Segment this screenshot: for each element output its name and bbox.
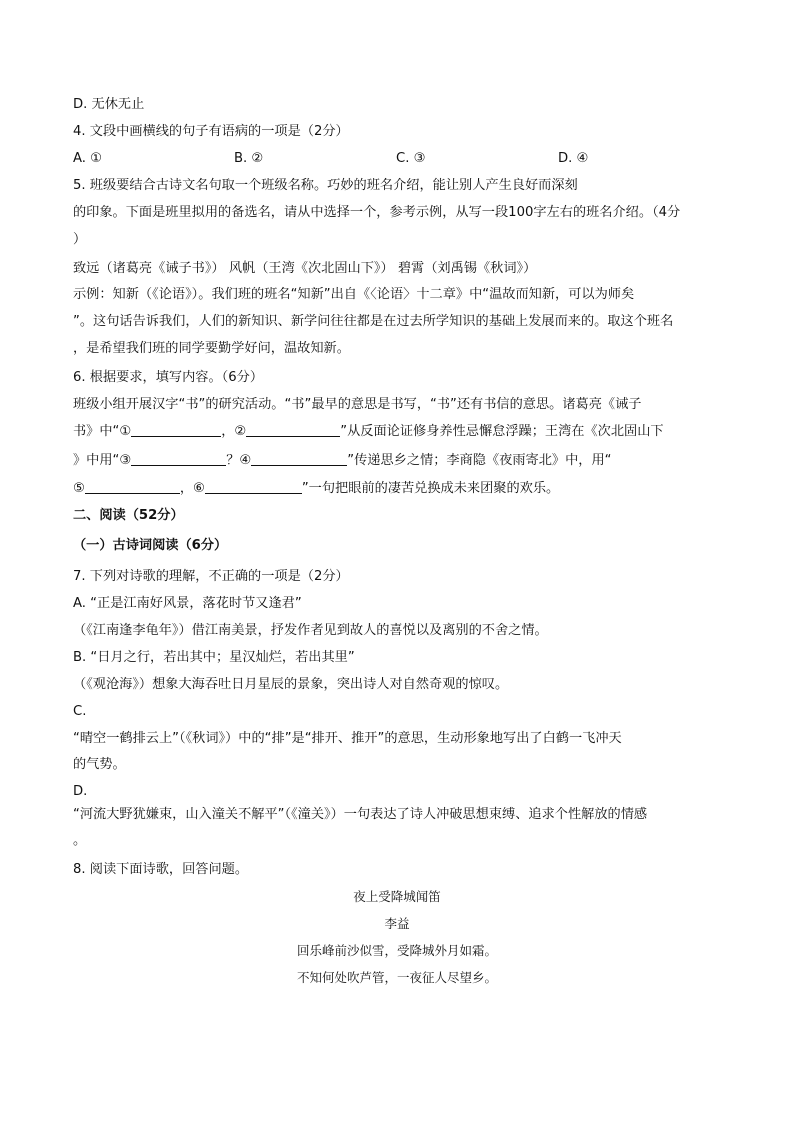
q8-stem: 8. 阅读下面诗歌，回答问题。 — [73, 862, 249, 877]
q4-option-a: A. ① — [73, 151, 102, 166]
q6-line3-a: 》中用“③ — [73, 453, 132, 468]
blank-1[interactable] — [131, 422, 221, 437]
q5-line3: ） — [73, 232, 87, 247]
q6-line4-a: ⑤ — [73, 481, 85, 496]
section-reading-heading: 二、阅读（52分） — [73, 508, 184, 523]
q6-line2-c: ”从反面论证修身养性忌懈怠浮躁；王湾在《次北固山下 — [340, 424, 664, 439]
q7-option-d-line2: 。 — [73, 833, 87, 848]
q7-option-c-label: C. — [73, 704, 87, 719]
poem-line-1: 回乐峰前沙似雪，受降城外月如霜。 — [296, 943, 497, 958]
q7-option-b-line1: B. “日月之行，若出其中；星汉灿烂，若出其里” — [73, 650, 355, 665]
q7-option-a-line1: A. “正是江南好风景，落花时节又逢君” — [73, 596, 302, 611]
section-poetry-heading: （一）古诗词阅读（6分） — [73, 538, 228, 553]
q3-option-d: D. 无休无止 — [73, 97, 145, 112]
q6-line2-b: ，② — [221, 424, 247, 439]
q6-line3-c: ”传递思乡之情；李商隐《夜雨寄北》中，用“ — [347, 453, 612, 468]
blank-5[interactable] — [85, 479, 180, 494]
q7-option-b-line2: （《观沧海》）想象大海吞吐日月星辰的景象，突出诗人对自然奇观的惊叹。 — [73, 677, 509, 692]
poem-line-2: 不知何处吹芦管，一夜征人尽望乡。 — [296, 970, 497, 985]
q4-option-d: D. ④ — [558, 151, 589, 166]
blank-6[interactable] — [205, 479, 302, 494]
q5-example-line1: 示例：知新（《论语》）。我们班的班名“知新”出自《〈论语〉十二章》中“温故而知新，可以为师矣 — [73, 287, 635, 302]
q5-line2: 的印象。下面是班里拟用的备选名，请从中选择一个，参考示例，从写一段100字左右的班名介绍。（4分 — [73, 205, 681, 220]
q4-option-b: B. ② — [234, 151, 264, 166]
blank-4[interactable] — [251, 451, 347, 466]
q7-option-a-line2: （《江南逢李龟年》）借江南美景，抒发作者见到故人的喜悦以及离别的不舍之情。 — [73, 623, 548, 638]
q5-line1: 5. 班级要结合古诗文名句取一个班级名称。巧妙的班名介绍，能让别人产生良好而深刻 — [73, 178, 578, 193]
q5-example-line2: ”。这句话告诉我们，人们的新知识、新学问往往都是在过去所学知识的基础上发展而来的。取这个班名 — [73, 314, 674, 329]
q6-line3 — [73, 451, 611, 470]
q4-stem: 4. 文段中画横线的句子有语病的一项是（2分） — [73, 124, 349, 139]
q5-candidates: 致远（诸葛亮《诫子书》） 风帆（王湾《次北固山下》） 碧霄（刘禹锡《秋词》） — [73, 261, 537, 276]
q6-line4 — [73, 479, 559, 498]
poem-author: 李益 — [384, 916, 410, 931]
q6-line4-b: ，⑥ — [179, 481, 205, 496]
q6-line2-a: 书》中“① — [73, 424, 132, 439]
q7-option-d-label: D. — [73, 784, 88, 799]
blank-3[interactable] — [131, 451, 226, 466]
q6-line1: 班级小组开展汉字“书”的研究活动。“书”最早的意思是书写，“书”还有书信的意思。诸葛亮《诫子 — [73, 397, 642, 412]
q7-option-c-line2: 的气势。 — [73, 757, 126, 772]
q7-option-d-line1: “河流大野犹嫌束，山入潼关不解平”（《潼关》）一句表达了诗人冲破思想束缚、追求个性解放的情感 — [73, 807, 648, 822]
q7-stem: 7. 下列对诗歌的理解，不正确的一项是（2分） — [73, 569, 349, 584]
q7-option-c-line1: “晴空一鹤排云上”（《秋词》）中的“排”是“排开、推开”的意思，生动形象地写出了白鹤一飞冲天 — [73, 731, 622, 746]
q6-line2 — [73, 422, 664, 441]
q6-line3-b: ？④ — [226, 453, 252, 468]
q6-line4-c: ”一句把眼前的凄苦兑换成未来团聚的欢乐。 — [301, 481, 560, 496]
q5-example-line3: ，是希望我们班的同学要勤学好问，温故知新。 — [73, 341, 350, 356]
poem-title: 夜上受降城闻笛 — [353, 889, 441, 904]
q4-option-c: C. ③ — [396, 151, 426, 166]
blank-2[interactable] — [246, 422, 340, 437]
q6-stem: 6. 根据要求，填写内容。（6分） — [73, 370, 264, 385]
